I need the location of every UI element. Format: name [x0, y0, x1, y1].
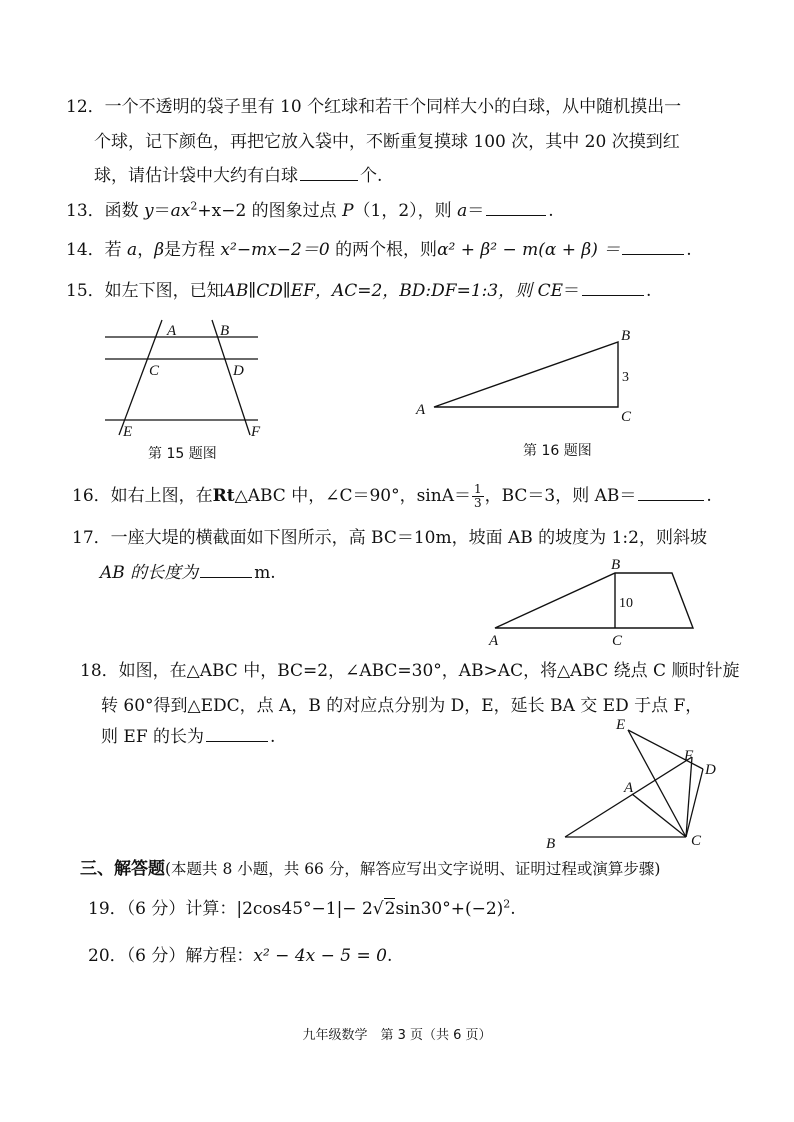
q16-line — [72, 483, 712, 510]
q19-expr-part1: |2cos45°−1|− 2 — [236, 899, 373, 919]
section-3-heading — [80, 858, 660, 880]
q15-ce: CE — [537, 281, 564, 301]
label-b: B — [220, 323, 230, 339]
q19-sqrt: √2 — [372, 899, 396, 919]
side-bc-length: 3 — [622, 370, 629, 385]
q18-end: . — [270, 727, 276, 747]
q18-line2: 转 60°得到△EDC，点 A，B 的对应点分别为 D，E，延长 BA 交 ED 于点 F， — [101, 696, 703, 716]
label-e: E — [123, 424, 133, 440]
q16-frac-den: 3 — [473, 496, 482, 510]
q14-mid2: 的两个根，则 — [335, 240, 438, 260]
q13-end: . — [548, 201, 554, 221]
q15-line — [66, 279, 651, 302]
q13-coords: （1，2），则 — [353, 201, 452, 221]
q13-rest: +x−2 的图象过点 — [197, 201, 337, 221]
q12-line3 — [94, 164, 382, 187]
label-c: C — [612, 633, 623, 649]
figure-15-caption: 第 15 题图 — [148, 446, 217, 462]
q19-end: . — [510, 899, 516, 919]
segment-ec — [628, 730, 686, 837]
q20-number: 20．（6 分）解方程： — [88, 946, 254, 966]
label-a: A — [624, 780, 634, 796]
label-a: A — [489, 633, 499, 649]
figure-18 — [540, 712, 730, 852]
q12-line1: 12．一个不透明的袋子里有 10 个红球和若干个同样大小的白球，从中随机摸出一 — [66, 97, 682, 117]
q17-answer-blank[interactable] — [200, 561, 252, 578]
q19-number: 19．（6 分）计算： — [88, 899, 237, 919]
q13-var-y: y — [144, 201, 154, 221]
q13-ax: ax — [170, 201, 191, 221]
q19-exp: 2 — [503, 897, 511, 911]
q17-text: AB 的长度为 — [100, 563, 199, 583]
figure-15 — [95, 315, 270, 440]
segment-ac — [632, 794, 686, 837]
q12-answer-blank[interactable] — [300, 164, 358, 181]
label-d: D — [233, 363, 244, 379]
q14-beta: β — [154, 240, 165, 260]
q17-end: m. — [254, 563, 276, 583]
label-e: E — [616, 717, 626, 733]
q14-number: 14．若 — [66, 240, 122, 260]
q17-line2 — [100, 561, 276, 584]
label-b: B — [611, 557, 621, 573]
q18-text: 则 EF 的长为 — [101, 727, 205, 747]
q16-end: . — [706, 486, 712, 506]
q19-line — [88, 898, 516, 920]
q15-eq: ＝ — [563, 281, 581, 301]
q20-line — [88, 945, 392, 967]
q13-var-a: a — [457, 201, 468, 221]
q12-end: 个. — [360, 166, 383, 186]
q14-line — [66, 238, 692, 261]
q16-rt: Rt — [212, 486, 235, 506]
section-3-title: 三、解答题 — [80, 859, 165, 879]
q16-post: ，BC＝3，则 AB＝ — [484, 486, 637, 506]
q13-number: 13．函数 — [66, 201, 139, 221]
segment-bf — [565, 757, 692, 837]
q16-answer-blank[interactable] — [638, 484, 704, 501]
label-a: A — [167, 323, 177, 339]
q20-end: . — [386, 946, 393, 966]
q14-alpha: a — [127, 240, 138, 260]
q16-number: 16．如右上图，在 — [72, 486, 213, 506]
height-label: 10 — [619, 596, 633, 611]
q16-fraction — [472, 483, 484, 510]
dam-cross-section — [495, 573, 693, 628]
figure-16-caption: 第 16 题图 — [523, 443, 592, 459]
q13-line — [66, 199, 554, 222]
section-3-desc: (本题共 8 小题，共 66 分，解答应写出文字说明、证明过程或演算步骤) — [165, 860, 661, 878]
q16-frac-num: 1 — [473, 482, 482, 496]
label-c: C — [691, 833, 702, 849]
q14-mid: 是方程 — [164, 240, 216, 260]
page-footer: 九年级数学 第 3 页（共 6 页） — [302, 1028, 492, 1043]
q20-equation: x² − 4x − 5 = 0 — [253, 946, 387, 966]
label-c: C — [621, 409, 632, 425]
q13-exp: 2 — [190, 199, 198, 213]
q18-line3 — [101, 725, 275, 748]
q19-expr-part2: sin30°+(−2) — [395, 899, 504, 919]
q15-end: . — [646, 281, 652, 301]
q15-number: 15．如左下图，已知 — [66, 281, 224, 301]
label-f: F — [684, 748, 694, 764]
q14-end: . — [686, 240, 692, 260]
figure-16 — [410, 322, 640, 427]
q15-answer-blank[interactable] — [582, 279, 644, 296]
label-f: F — [251, 424, 261, 440]
q13-answer-blank[interactable] — [486, 199, 546, 216]
q14-answer-blank[interactable] — [622, 238, 684, 255]
label-b: B — [546, 836, 556, 852]
q19-sqrt-radicand: 2 — [384, 899, 396, 919]
q13-eq: ＝ — [153, 201, 171, 221]
figure-17 — [485, 555, 700, 650]
q12-line2: 个球，记下颜色，再把它放入袋中，不断重复摸球 100 次，其中 20 次摸到红 — [94, 132, 680, 152]
q15-condition: AB∥CD∥EF，AC=2，BD:DF=1:3，则 — [223, 281, 533, 301]
q18-answer-blank[interactable] — [206, 725, 268, 742]
q14-equation: x²−mx−2＝0 — [220, 240, 330, 260]
q12-text: 球，请估计袋中大约有白球 — [94, 166, 298, 186]
label-a: A — [416, 402, 426, 418]
triangle-abc — [434, 342, 618, 407]
q14-comma: ， — [137, 240, 155, 260]
q17-line1: 17．一座大堤的横截面如下图所示，高 BC＝10m，坡面 AB 的坡度为 1:2，则斜坡 — [72, 528, 707, 548]
label-d: D — [705, 762, 716, 778]
q14-expression: α² + β² − m(α + β) ＝ — [437, 240, 621, 260]
q16-condition: △ABC 中，∠C＝90°，sinA＝ — [234, 486, 471, 506]
q18-line1: 18．如图，在△ABC 中，BC=2，∠ABC=30°，AB>AC，将△ABC 绕点 C 顺时针旋 — [80, 661, 740, 681]
label-b: B — [621, 328, 631, 344]
q13-point: P — [342, 201, 354, 221]
label-c: C — [149, 363, 160, 379]
q13-eq2: ＝ — [467, 201, 485, 221]
